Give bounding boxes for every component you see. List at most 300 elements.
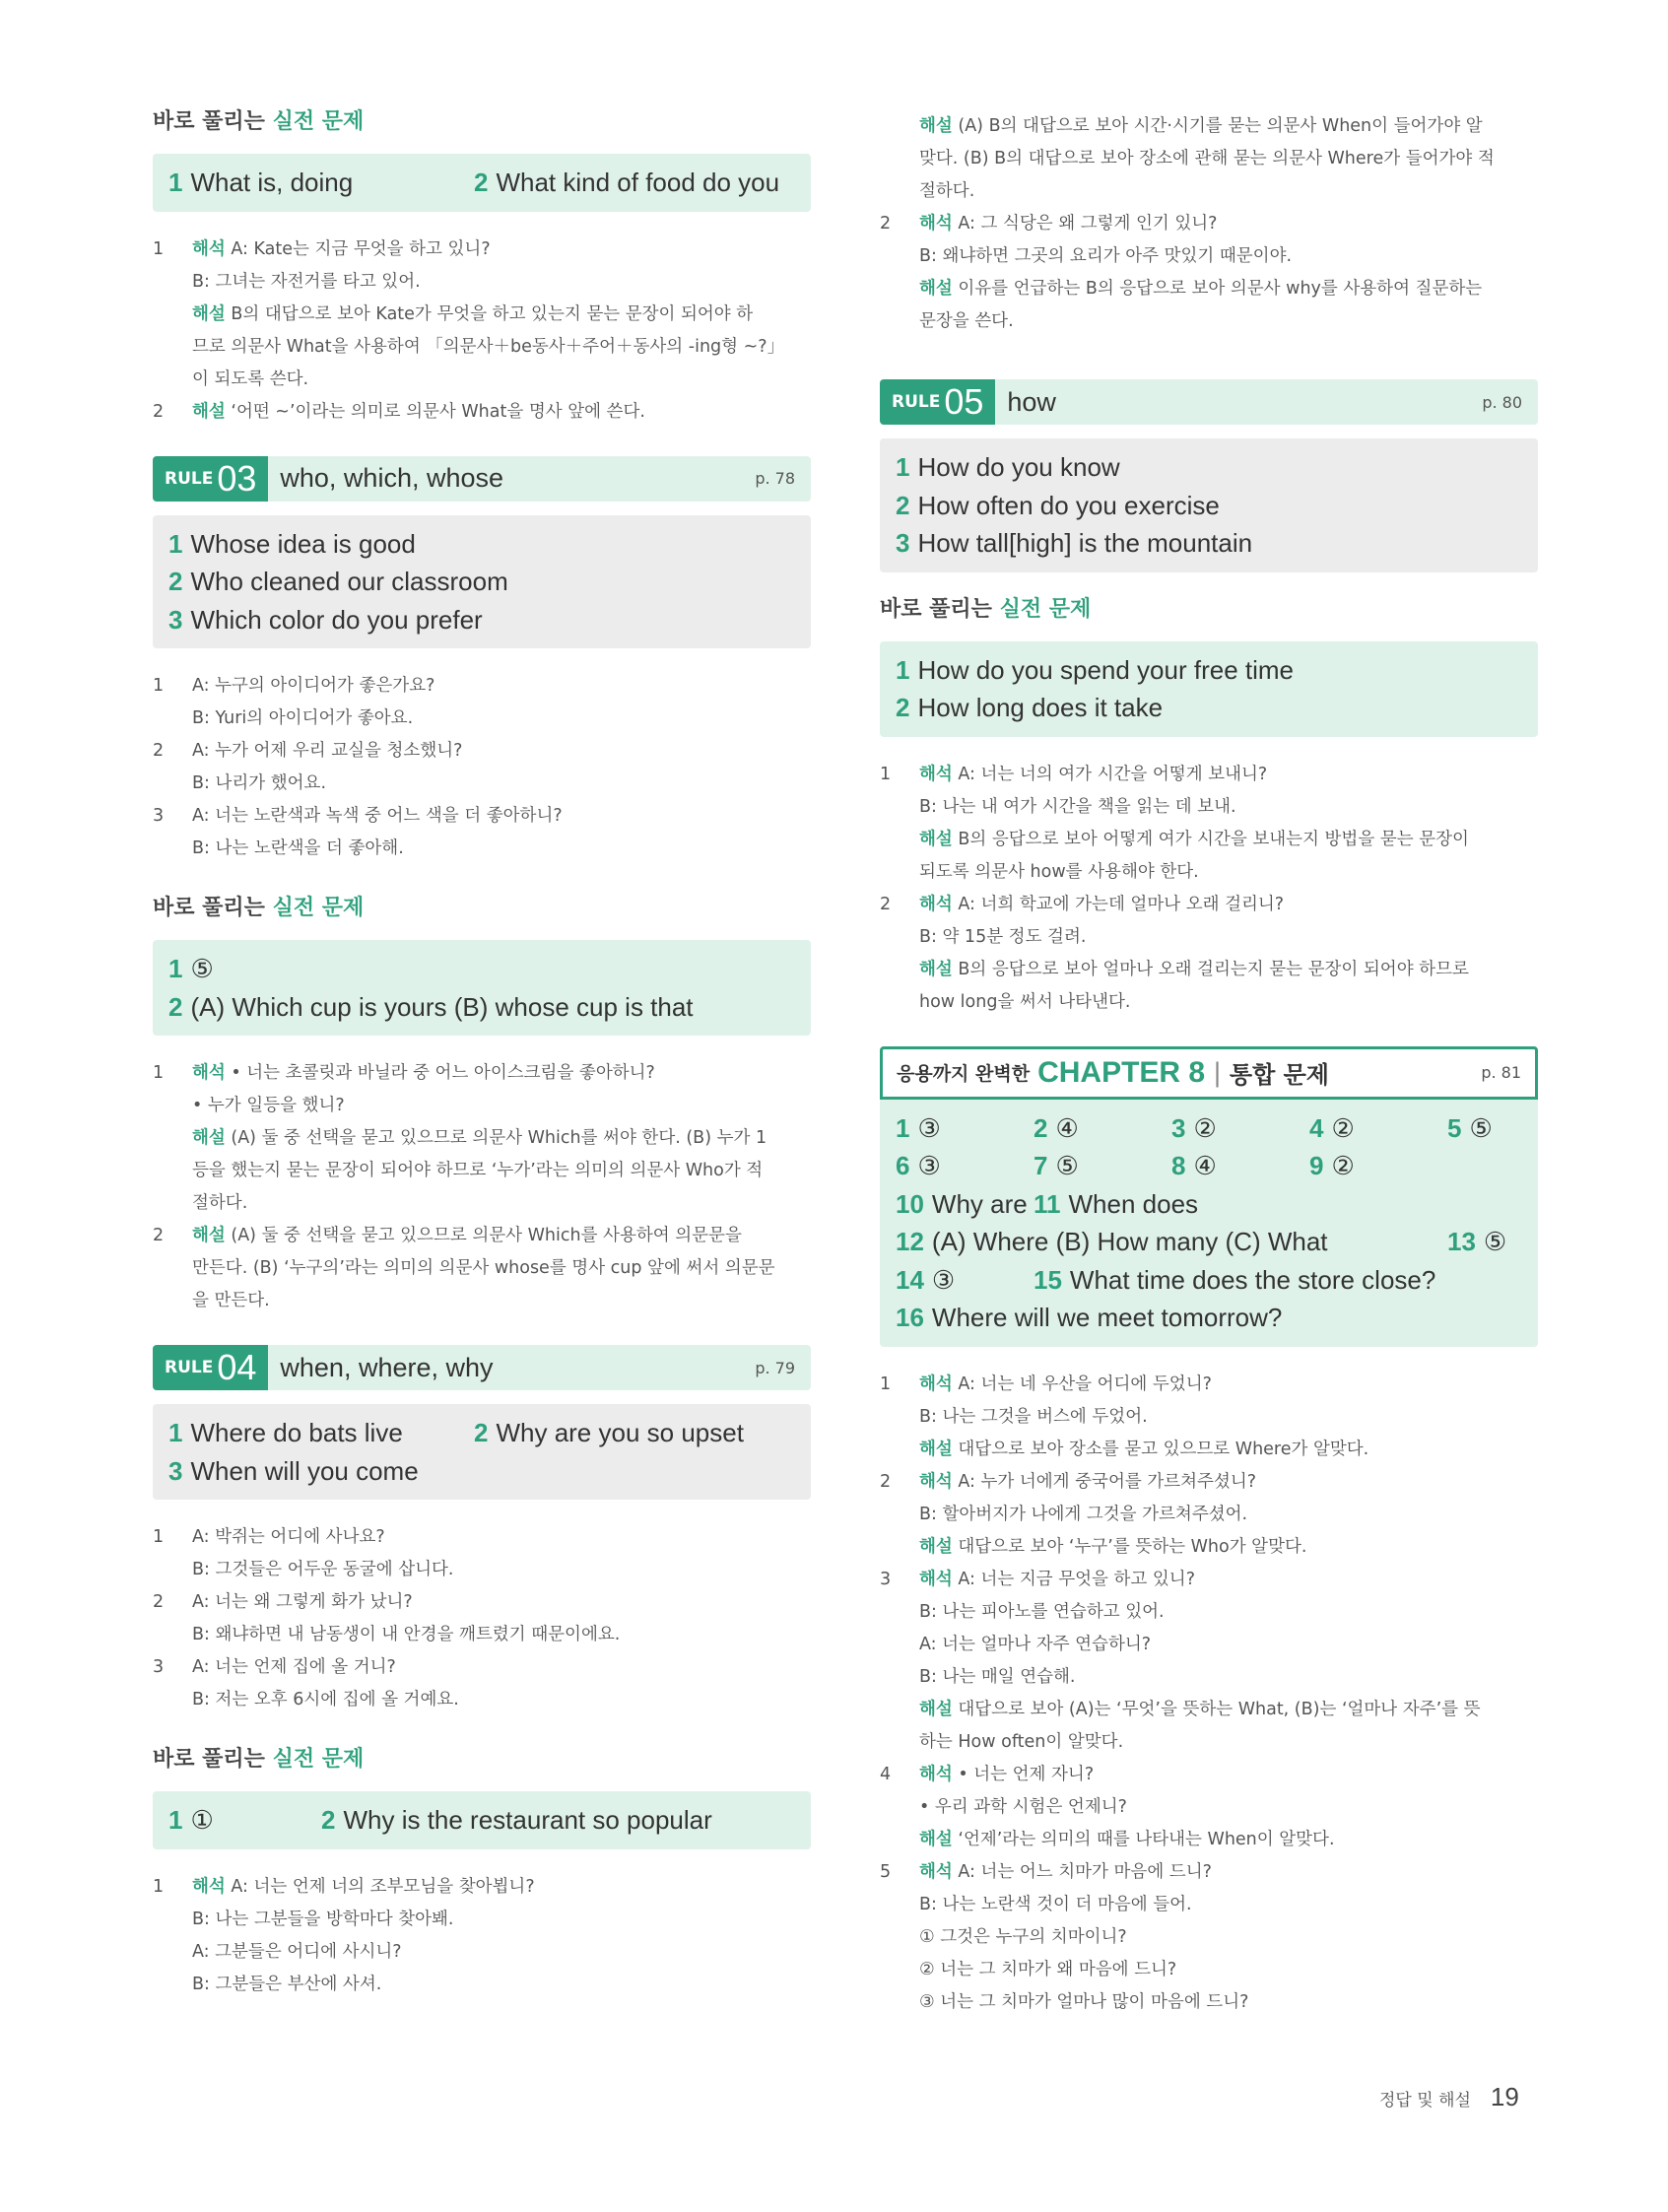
answer-number: 3 — [168, 604, 183, 635]
answer-text: How tall[high] is the mountain — [917, 528, 1253, 558]
note-text: ③ 너는 그 치마가 얼마나 많이 마음에 드니? — [919, 1991, 1249, 2012]
item-number — [153, 1684, 192, 1716]
item-number: 4 — [880, 1764, 892, 1784]
item-number — [880, 1531, 919, 1564]
explanation-line — [153, 1586, 811, 1619]
explanation-line — [880, 1661, 1538, 1694]
answer-number: 2 — [896, 490, 910, 520]
answer-item — [1309, 1109, 1355, 1148]
answer-number: 1 — [168, 528, 183, 559]
answer-text: ② — [1331, 1151, 1355, 1180]
explanation-line — [880, 1564, 1538, 1596]
answer-row — [168, 601, 795, 639]
answer-box — [153, 940, 811, 1036]
explanation-block — [153, 234, 811, 429]
note-text: (A) 둘 중 선택을 묻고 있으므로 의문사 Which를 써야 한다. (B) 누가 1 — [225, 1128, 767, 1148]
item-number — [880, 110, 919, 143]
answer-item — [168, 1414, 403, 1452]
note-text: • 너는 초콜릿과 바닐라 중 어느 아이스크림을 좋아하니? — [225, 1063, 655, 1083]
answer-box — [880, 438, 1538, 572]
item-number: 1 — [153, 238, 165, 259]
explanation-line — [880, 1531, 1538, 1564]
answer-text: Why are — [931, 1188, 1028, 1219]
practice-heading: 바로 풀리는 실전 문제 — [153, 109, 365, 134]
item-number: 1 — [153, 676, 165, 696]
item-number: 5 — [880, 1861, 892, 1882]
page-footer — [1379, 2082, 1519, 2112]
note-text: • 우리 과학 시험은 언제니? — [919, 1796, 1127, 1817]
note-text: 이유를 언급하는 B의 응답으로 보아 의문사 why를 사용하여 질문하는 — [952, 279, 1483, 299]
note-text: 되도록 의문사 how를 사용해야 한다. — [919, 861, 1199, 882]
answer-number: 1 — [168, 1418, 183, 1447]
answer-number: 9 — [1309, 1151, 1324, 1180]
note-text: B: 저는 오후 6시에 집에 올 거예요. — [192, 1690, 459, 1709]
answer-item — [896, 1109, 941, 1148]
note-label: 해설 — [192, 1226, 226, 1245]
explanation-line — [880, 1694, 1538, 1726]
answer-item — [896, 1147, 941, 1185]
note-text: B의 대답으로 보아 Kate가 무엇을 하고 있는지 묻는 문장이 되어야 하 — [225, 303, 754, 324]
note-text: B: 그것들은 어두운 동굴에 삽니다. — [192, 1560, 454, 1579]
note-text: A: 너는 어느 치마가 마음에 드니? — [952, 1861, 1212, 1882]
answer-text: How long does it take — [917, 693, 1164, 722]
answer-item — [1034, 1109, 1079, 1148]
explanation-line — [153, 768, 811, 800]
answer-text: What kind of food do you — [496, 168, 780, 197]
explanation-line — [880, 1499, 1538, 1531]
item-number — [880, 1629, 919, 1661]
note-text: B: 나는 그분들을 방학마다 찾아봬. — [192, 1909, 454, 1929]
answer-text: How do you know — [917, 452, 1120, 482]
note-text: B: 나는 내 여가 시간을 책을 읽는 데 보내. — [919, 796, 1236, 817]
note-text: 대답으로 보아 ‘누구’를 뜻하는 Who가 알맞다. — [952, 1536, 1307, 1557]
answer-row — [896, 689, 1522, 727]
explanation-line — [153, 1252, 811, 1285]
explanation-line — [880, 889, 1538, 921]
answer-item — [168, 988, 694, 1027]
explanation-line — [880, 305, 1538, 338]
answer-text: What is, doing — [190, 168, 354, 197]
chapter-answer-box — [880, 1100, 1538, 1347]
rule-title: who, which, whose — [280, 463, 504, 493]
item-number: 3 — [880, 1569, 892, 1589]
right-column — [880, 110, 1538, 2046]
practice-heading: 바로 풀리는 실전 문제 — [880, 596, 1092, 622]
answer-item — [1447, 1223, 1506, 1261]
answer-text: Why is the restaurant so popular — [343, 1805, 712, 1835]
explanation-line — [153, 833, 811, 865]
explanation-line — [153, 1122, 811, 1155]
answer-item — [168, 164, 353, 202]
note-label: 해설 — [919, 829, 953, 849]
item-number — [880, 1401, 919, 1434]
rule-title: when, where, why — [280, 1352, 494, 1382]
note-text: B: 나는 노란색을 더 좋아해. — [192, 838, 404, 858]
item-number: 1 — [153, 1876, 165, 1897]
item-number: 1 — [153, 1527, 165, 1547]
explanation-block — [153, 670, 811, 865]
item-number — [880, 143, 919, 175]
answer-number: 3 — [896, 528, 910, 558]
answer-number: 8 — [1171, 1151, 1186, 1180]
answer-row — [168, 525, 795, 564]
answer-row — [896, 651, 1522, 690]
explanation-line — [880, 1954, 1538, 1986]
note-text: A: 너는 노란색과 녹색 중 어느 색을 더 좋아하니? — [192, 806, 563, 826]
answer-text: ② — [1193, 1112, 1217, 1143]
item-number — [880, 824, 919, 856]
item-number: 1 — [153, 1063, 165, 1083]
answer-item — [1171, 1109, 1217, 1148]
answer-row — [168, 164, 795, 202]
explanation-line — [880, 1401, 1538, 1434]
item-number — [153, 364, 192, 396]
explanation-line — [880, 1791, 1538, 1824]
note-text: ① 그것은 누구의 치마이니? — [919, 1926, 1127, 1947]
explanation-line — [153, 1521, 811, 1554]
note-text: B: Yuri의 아이디어가 좋아요. — [192, 708, 414, 728]
answer-row — [168, 1452, 795, 1491]
answer-number: 7 — [1034, 1151, 1048, 1180]
note-text: 절하다. — [919, 181, 975, 201]
item-number: 1 — [880, 1374, 892, 1394]
explanation-block — [153, 1521, 811, 1716]
explanation-line — [153, 266, 811, 299]
note-text: B: 나는 매일 연습해. — [919, 1666, 1076, 1687]
note-text: A: 너는 얼마나 자주 연습하니? — [919, 1634, 1152, 1654]
answer-item — [168, 601, 483, 639]
note-text: ‘언제’라는 의미의 때를 나타내는 When이 알맞다. — [952, 1829, 1335, 1849]
answer-row — [168, 1414, 795, 1452]
answer-box — [153, 515, 811, 649]
note-text: B: 나리가 했어요. — [192, 773, 327, 793]
note-text: B: 왜냐하면 그곳의 요리가 아주 맛있기 때문이야. — [919, 246, 1293, 266]
answer-item — [1034, 1185, 1198, 1224]
answer-text: Which color do you prefer — [190, 604, 483, 635]
answer-item — [896, 524, 1252, 563]
answer-text: ⑤ — [1055, 1151, 1079, 1180]
explanation-block — [880, 1369, 1538, 2019]
note-text: A: 너희 학교에 가는데 얼마나 오래 걸리니? — [952, 894, 1285, 914]
item-number — [880, 1986, 919, 2019]
footer-label: 정답 및 해설 — [1379, 2091, 1471, 2111]
note-label: 해설 — [919, 1439, 953, 1459]
note-text: A: 너는 언제 집에 올 거니? — [192, 1657, 396, 1677]
answer-text: Who cleaned our classroom — [190, 567, 508, 596]
explanation-line — [153, 1057, 811, 1090]
item-number — [153, 833, 192, 865]
answer-row — [896, 1185, 1522, 1224]
item-number — [880, 954, 919, 986]
item-number — [880, 1954, 919, 1986]
answer-number: 2 — [896, 693, 910, 722]
answer-number: 2 — [1034, 1112, 1048, 1143]
page-ref: p. 79 — [755, 1358, 795, 1377]
note-label: 해설 — [919, 116, 953, 136]
answer-number: 5 — [1447, 1112, 1462, 1143]
note-text: 문장을 쓴다. — [919, 311, 1014, 331]
explanation-line — [880, 1369, 1538, 1401]
explanation-block — [153, 1057, 811, 1317]
explanation-line — [880, 824, 1538, 856]
answer-item — [1034, 1147, 1079, 1185]
answer-number: 13 — [1447, 1227, 1476, 1256]
item-number: 1 — [880, 764, 892, 784]
explanation-line — [153, 1651, 811, 1684]
note-text: A: 너는 지금 무엇을 하고 있니? — [952, 1569, 1195, 1589]
explanation-line — [880, 240, 1538, 273]
answer-item — [896, 1261, 955, 1300]
item-number — [880, 1694, 919, 1726]
item-number — [153, 1187, 192, 1220]
answer-number: 1 — [896, 654, 910, 685]
answer-number: 6 — [896, 1151, 910, 1180]
item-number — [153, 1554, 192, 1586]
note-text: B: 그분들은 부산에 사셔. — [192, 1974, 382, 1994]
answer-text: ④ — [1055, 1112, 1079, 1143]
explanation-line — [880, 175, 1538, 208]
item-number — [880, 791, 919, 824]
note-text: ‘어떤 ~’이라는 의미로 의문사 What을 명사 앞에 쓴다. — [225, 401, 645, 422]
rule-04-header: RULE 04 when, where, why p. 79 — [153, 1345, 811, 1390]
item-number — [153, 266, 192, 299]
answer-item — [896, 487, 1220, 525]
note-text: A: 너는 네 우산을 어디에 두었니? — [952, 1374, 1212, 1394]
explanation-line — [880, 143, 1538, 175]
answer-text: ④ — [1193, 1151, 1217, 1180]
note-text: 이 되도록 쓴다. — [192, 369, 309, 389]
explanation-line — [153, 331, 811, 364]
item-number — [880, 1434, 919, 1466]
answer-item — [1309, 1147, 1355, 1185]
note-label: 해설 — [919, 959, 953, 979]
item-number — [153, 299, 192, 331]
answer-box — [153, 1791, 811, 1849]
rule-05-header: RULE 05 how p. 80 — [880, 379, 1538, 425]
explanation-line — [153, 1619, 811, 1651]
item-number — [153, 1904, 192, 1936]
explanation-line — [880, 1466, 1538, 1499]
answer-row — [168, 563, 795, 601]
note-text: B: 나는 피아노를 연습하고 있어. — [919, 1601, 1165, 1622]
item-number: 3 — [153, 1657, 165, 1677]
note-label: 해설 — [192, 303, 226, 324]
answer-row — [896, 524, 1522, 563]
explanation-line — [880, 1726, 1538, 1759]
page-number: 19 — [1490, 2082, 1519, 2111]
item-number — [880, 1596, 919, 1629]
note-label: 해석 — [919, 1374, 953, 1394]
explanation-line — [153, 1285, 811, 1317]
note-text: B의 응답으로 보아 어떻게 여가 시간을 보내는지 방법을 묻는 문장이 — [952, 829, 1469, 849]
explanation-line — [153, 299, 811, 331]
note-text: A: 박쥐는 어디에 사나요? — [192, 1527, 385, 1547]
explanation-line — [153, 1684, 811, 1716]
note-text: 므로 의문사 What을 사용하여 「의문사＋be동사＋주어＋동사의 -ing형 ~?」 — [192, 336, 785, 357]
answer-text: When will you come — [190, 1455, 419, 1486]
item-number — [153, 1090, 192, 1122]
answer-box — [153, 1404, 811, 1500]
explanation-line — [880, 110, 1538, 143]
answer-item — [896, 651, 1294, 690]
item-number: 2 — [880, 214, 892, 234]
note-label: 해석 — [919, 1764, 953, 1784]
explanation-block — [880, 110, 1538, 338]
note-label: 해석 — [919, 1861, 953, 1882]
note-text: • 너는 언제 자니? — [952, 1764, 1095, 1784]
page-ref: p. 81 — [1481, 1063, 1521, 1082]
note-text: (A) 둘 중 선택을 묻고 있으므로 의문사 Which를 사용하여 의문문을 — [225, 1226, 742, 1245]
note-text: 등을 했는지 묻는 문장이 되어야 하므로 ‘누가’라는 의미의 의문사 Who가 적 — [192, 1161, 764, 1180]
answer-text: Where will we meet tomorrow? — [931, 1303, 1283, 1332]
answer-number: 2 — [168, 567, 183, 596]
note-text: 절하다. — [192, 1193, 248, 1213]
answer-item — [474, 164, 779, 202]
item-number: 3 — [153, 806, 165, 826]
answer-item — [321, 1801, 712, 1840]
explanation-line — [153, 703, 811, 735]
explanation-line — [880, 1596, 1538, 1629]
item-number — [153, 1252, 192, 1285]
answer-item — [1447, 1109, 1493, 1148]
note-label: 해설 — [919, 279, 953, 299]
explanation-line — [153, 1871, 811, 1904]
item-number — [153, 1619, 192, 1651]
note-label: 해설 — [919, 1699, 953, 1719]
answer-text: ⑤ — [1483, 1227, 1507, 1256]
answer-text: ⑤ — [190, 954, 214, 983]
answer-row — [896, 487, 1522, 525]
answer-number: 1 — [896, 1112, 910, 1143]
item-number — [153, 703, 192, 735]
explanation-line — [880, 1986, 1538, 2019]
note-label: 해석 — [192, 238, 226, 259]
item-number: 2 — [880, 894, 892, 914]
note-label: 해설 — [192, 1128, 226, 1148]
explanation-line — [880, 1889, 1538, 1921]
note-text: B: 할아버지가 나에게 그것을 가르쳐주셨어. — [919, 1504, 1248, 1524]
answer-row — [168, 988, 795, 1027]
answer-text: How often do you exercise — [917, 490, 1220, 520]
item-number — [880, 856, 919, 889]
explanation-line — [880, 208, 1538, 240]
answer-number: 1 — [168, 954, 183, 983]
rule-title: how — [1007, 386, 1056, 417]
item-number — [880, 1824, 919, 1856]
note-text: A: 너는 너의 여가 시간을 어떻게 보내니? — [952, 764, 1268, 784]
note-text: 하는 How often이 알맞다. — [919, 1731, 1124, 1752]
item-number — [153, 768, 192, 800]
note-text: A: 너는 왜 그렇게 화가 났니? — [192, 1592, 413, 1612]
item-number — [880, 1661, 919, 1694]
explanation-line — [153, 800, 811, 833]
item-number — [880, 1791, 919, 1824]
explanation-line — [153, 1220, 811, 1252]
explanation-line — [880, 1759, 1538, 1791]
item-number: 2 — [153, 741, 165, 761]
item-number — [880, 1499, 919, 1531]
explanation-line — [880, 1434, 1538, 1466]
explanation-line — [880, 1921, 1538, 1954]
answer-text: ① — [190, 1805, 214, 1835]
answer-item — [896, 1223, 1328, 1261]
note-text: B: 왜냐하면 내 남동생이 내 안경을 깨트렸기 때문이에요. — [192, 1625, 621, 1644]
note-text: A: 누가 너에게 중국어를 가르쳐주셨니? — [952, 1471, 1257, 1492]
practice-heading: 바로 풀리는 실전 문제 — [153, 1747, 365, 1772]
explanation-line — [880, 1856, 1538, 1889]
explanation-line — [880, 954, 1538, 986]
answer-number: 2 — [474, 1418, 489, 1447]
answer-item — [168, 1452, 419, 1491]
answer-item — [168, 525, 416, 564]
explanation-line — [153, 1904, 811, 1936]
answer-number: 4 — [1309, 1112, 1324, 1143]
item-number — [880, 175, 919, 208]
item-number — [880, 240, 919, 273]
answer-item — [896, 689, 1163, 727]
answer-text: ③ — [917, 1151, 941, 1180]
explanation-line — [880, 791, 1538, 824]
item-number: 2 — [153, 401, 165, 422]
item-number — [153, 1285, 192, 1317]
note-text: 대답으로 보아 장소를 묻고 있으므로 Where가 알맞다. — [952, 1439, 1369, 1459]
note-text: B: 나는 노란색 것이 더 마음에 들어. — [919, 1894, 1192, 1914]
note-text: 맞다. (B) B의 대답으로 보아 장소에 관해 묻는 의문사 Where가 들어가야 적 — [919, 149, 1495, 168]
answer-text: ③ — [917, 1112, 941, 1143]
explanation-line — [880, 273, 1538, 305]
note-label: 해석 — [192, 1063, 226, 1083]
explanation-line — [153, 396, 811, 429]
item-number — [153, 1969, 192, 2001]
left-column — [153, 106, 811, 2029]
item-number — [153, 1155, 192, 1187]
item-number: 2 — [153, 1226, 165, 1245]
note-text: (A) B의 대답으로 보아 시간·시기를 묻는 의문사 When이 들어가야 알 — [952, 116, 1483, 136]
page-ref: p. 78 — [755, 469, 795, 488]
answer-row — [168, 950, 795, 988]
explanation-block — [880, 759, 1538, 1019]
answer-item — [1034, 1261, 1435, 1300]
note-label: 해석 — [919, 764, 953, 784]
explanation-block — [153, 1871, 811, 2001]
answer-box — [153, 154, 811, 212]
note-label: 해석 — [919, 894, 953, 914]
answer-item — [896, 1185, 1028, 1224]
note-label: 해설 — [919, 1536, 953, 1557]
item-number — [153, 1936, 192, 1969]
answer-text: What time does the store close? — [1069, 1264, 1436, 1295]
explanation-line — [153, 1155, 811, 1187]
answer-number: 14 — [896, 1264, 924, 1295]
note-text: 만든다. (B) ‘누구의’라는 의미의 의문사 whose를 명사 cup 앞에 써서 의문문 — [192, 1258, 775, 1278]
answer-box — [880, 641, 1538, 737]
answer-item — [168, 950, 214, 988]
answer-number: 10 — [896, 1188, 924, 1219]
explanation-line — [153, 1090, 811, 1122]
explanation-line — [153, 1936, 811, 1969]
answer-number: 3 — [168, 1455, 183, 1486]
note-label: 해설 — [192, 401, 226, 422]
item-number — [153, 1122, 192, 1155]
answer-row — [896, 1147, 1522, 1185]
note-text: A: 누구의 아이디어가 좋은가요? — [192, 676, 435, 696]
note-text: B: 약 15분 정도 걸려. — [919, 926, 1087, 947]
answer-text: (A) Where (B) How many (C) What — [931, 1227, 1328, 1256]
explanation-line — [153, 735, 811, 768]
answer-number: 2 — [321, 1805, 336, 1835]
answer-number: 15 — [1034, 1264, 1062, 1295]
explanation-line — [880, 921, 1538, 954]
